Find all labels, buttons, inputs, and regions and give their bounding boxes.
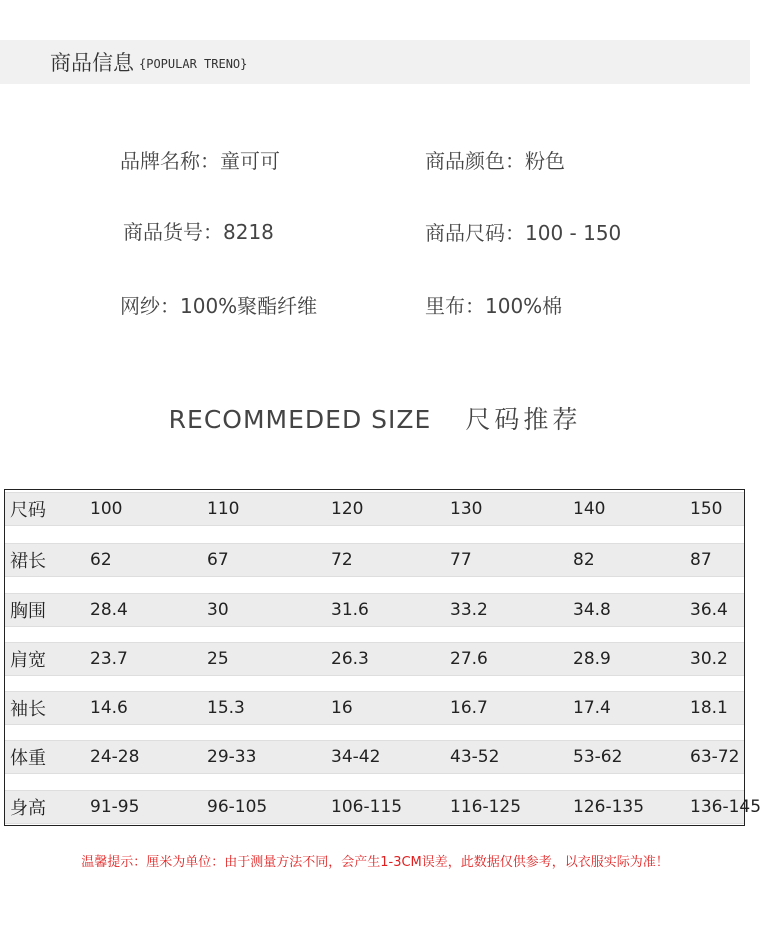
size-title-en: RECOMMEDED SIZE: [168, 405, 432, 434]
table-cell: 31.6: [331, 600, 369, 620]
table-cell: 17.4: [573, 698, 611, 718]
table-cell: 26.3: [331, 649, 369, 669]
table-row: [5, 492, 744, 526]
table-row-label: 袖长: [10, 699, 46, 720]
table-cell: 27.6: [450, 649, 488, 669]
table-cell: 130: [450, 499, 483, 519]
table-cell: 30.2: [690, 649, 728, 669]
info-color: 商品颜色：粉色: [425, 149, 565, 173]
table-cell: 23.7: [90, 649, 128, 669]
table-cell: 15.3: [207, 698, 245, 718]
table-cell: 18.1: [690, 698, 728, 718]
table-row: [5, 642, 744, 676]
info-size-range: 商品尺码：100 - 150: [425, 221, 622, 245]
size-table: [4, 489, 761, 826]
measurement-note: 温馨提示：厘米为单位：由于测量方法不同，会产生1-3CM误差，此数据仅供参考，以衣服实际为准！: [81, 855, 669, 870]
header-subtitle: {POPULAR TRENO}: [139, 56, 248, 71]
table-cell: 150: [690, 499, 723, 519]
table-cell: 30: [207, 600, 229, 620]
header-title: 商品信息: [50, 51, 134, 75]
table-cell: 53-62: [573, 747, 623, 767]
size-section-title: [0, 400, 750, 436]
table-cell: 82: [573, 550, 595, 570]
table-cell: 14.6: [90, 698, 128, 718]
table-cell: 126-135: [573, 797, 645, 817]
table-cell: 106-115: [331, 797, 403, 817]
table-row: [5, 691, 744, 725]
product-info-header: [0, 40, 750, 84]
table-cell: 63-72: [690, 747, 740, 767]
table-cell: 62: [90, 550, 112, 570]
table-cell: 29-33: [207, 747, 257, 767]
table-cell: 72: [331, 550, 353, 570]
table-cell: 16.7: [450, 698, 488, 718]
table-cell: 91-95: [90, 797, 140, 817]
table-cell: 28.4: [90, 600, 128, 620]
table-cell: 36.4: [690, 600, 728, 620]
table-cell: 34.8: [573, 600, 611, 620]
table-cell: 34-42: [331, 747, 381, 767]
table-cell: 116-125: [450, 797, 522, 817]
table-cell: 25: [207, 649, 229, 669]
table-row: [5, 790, 761, 824]
info-item-number: 商品货号：8218: [123, 220, 274, 244]
table-cell: 24-28: [90, 747, 140, 767]
table-row-label: 肩宽: [10, 650, 46, 671]
table-cell: 87: [690, 550, 712, 570]
table-row-label: 尺码: [10, 500, 46, 521]
table-cell: 43-52: [450, 747, 500, 767]
table-cell: 28.9: [573, 649, 611, 669]
table-cell: 33.2: [450, 600, 488, 620]
table-row: [5, 740, 744, 774]
info-mesh-material: 网纱：100%聚酯纤维: [120, 294, 318, 318]
table-row-label: 身高: [10, 798, 46, 819]
table-row: [5, 593, 744, 627]
table-cell: 100: [90, 499, 123, 519]
table-cell: 96-105: [207, 797, 268, 817]
table-row-label: 体重: [10, 748, 46, 769]
table-row: [5, 543, 744, 577]
table-cell: 136-145: [690, 797, 761, 817]
info-lining-material: 里布：100%棉: [425, 294, 563, 318]
table-cell: 140: [573, 499, 606, 519]
table-row-label: 胸围: [10, 601, 46, 622]
table-row-label: 裙长: [10, 551, 46, 572]
info-brand: 品牌名称：童可可: [120, 149, 280, 173]
size-title-cn: 尺码推荐: [465, 405, 582, 434]
table-cell: 110: [207, 499, 240, 519]
table-cell: 16: [331, 698, 353, 718]
table-cell: 67: [207, 550, 229, 570]
table-cell: 77: [450, 550, 472, 570]
table-cell: 120: [331, 499, 364, 519]
